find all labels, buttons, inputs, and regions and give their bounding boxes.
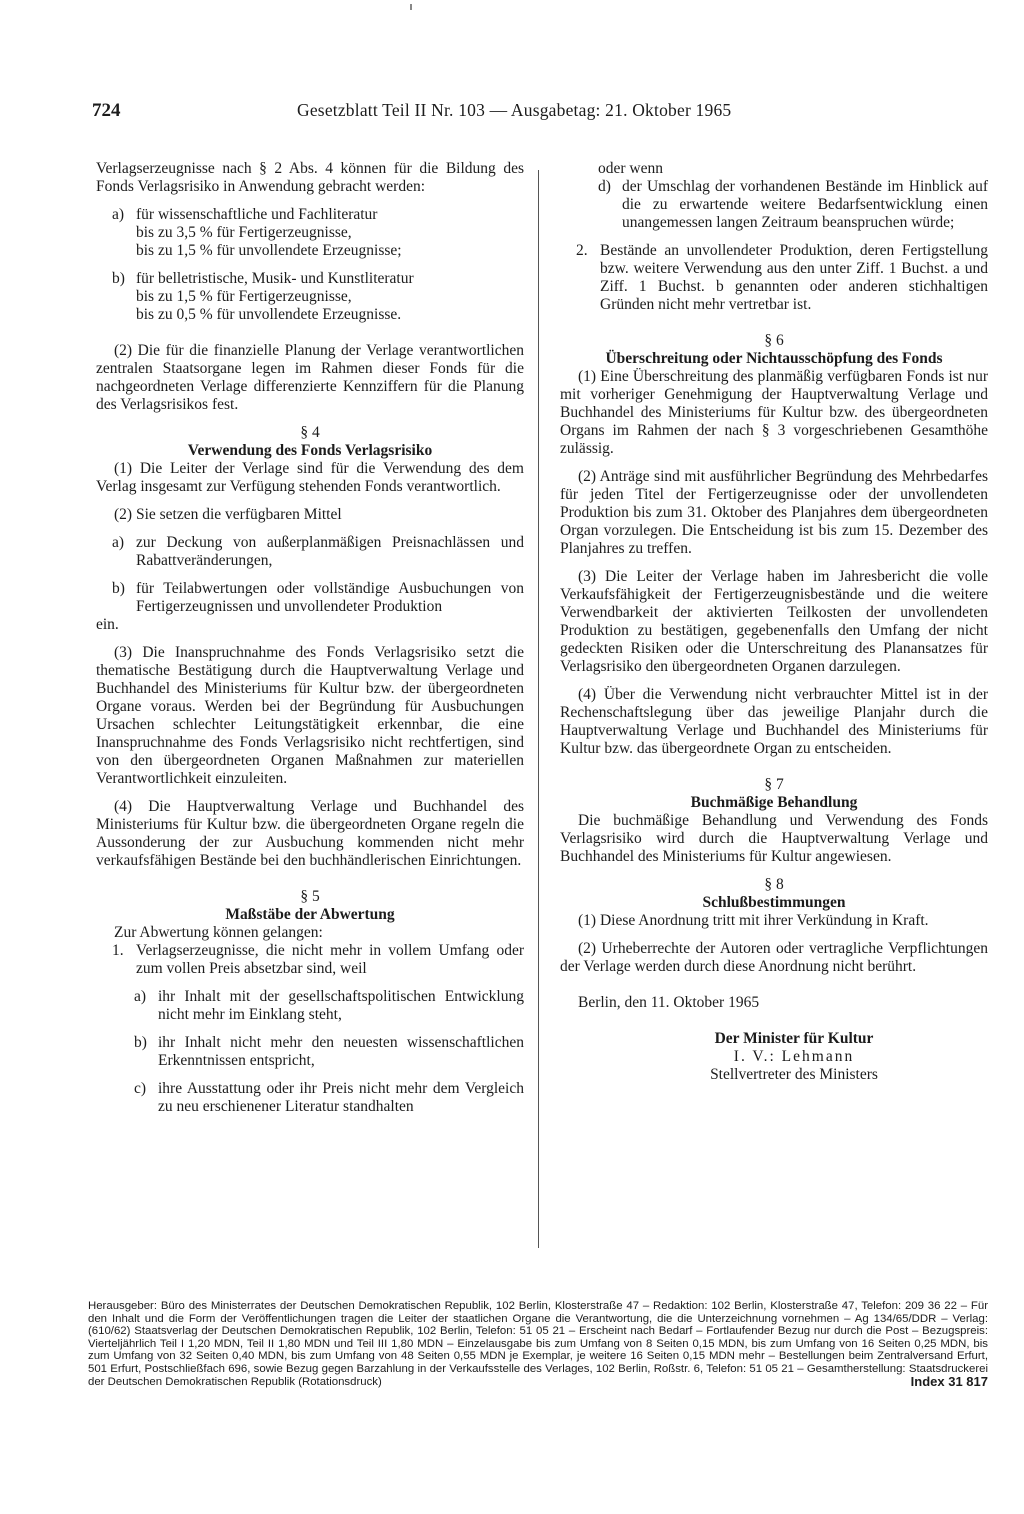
section-title: Überschreitung oder Nichtausschöpfung des Fonds — [605, 350, 943, 367]
list-label: d) — [598, 178, 611, 195]
list-label: c) — [134, 1080, 147, 1097]
list-item — [112, 270, 524, 288]
section-number: § 7 — [764, 776, 784, 793]
left-column — [96, 160, 524, 1116]
imprint-text: Herausgeber: Büro des Ministerrates der Deutschen Demokratischen Republik, 102 Berlin, Klosterstraße 47 – Redaktion: 102 Berlin, Klosterstraße 47, Telefon: 209 36 22 – Für den Inhalt und die Form der Veröffentlichungen tragen die Leiter der staatlichen Organe die Verantwortung, die die Unterzeichnung vornehmen – Ag 134/65/DDR – Verlag: (610/62) Staatsverlag der Deutschen Demokratischen Republik, 102 Berlin, Telefon: 51 05 21 – Erscheint nach Bedarf – Fortlaufender Bezug nur durch die Post – Bezugspreis: Vierteljährlich Teil I 1,20 MDN, Teil II 1,80 MDN und Teil III 1,80 MDN – Einzelausgabe bis zum Umfang von 8 Seiten 0,15 MDN, bis zum Umfang von 16 Seiten 0,25 MDN, bis zum Umfang von 32 Seiten 0,40 MDN, bis zum Umfang von 48 Seiten 0,55 MDN je Exemplar, je weitere 16 Seiten 0,15 MDN mehr – Bestellungen beim Zentralversand Erfurt, 501 Erfurt, Postschließfach 696, sowie Bezug gegen Barzahlung in der Verkaufsstelle des Verlages, 102 Berlin, Roßstr. 6, Telefon: 51 05 21 – Gesamtherstellung: Staatsdruckerei der Deutschen Demokratischen Republik (Rotationsdruck) — [88, 1300, 988, 1388]
list-text: für wissenschaftliche und Fachliteratur — [136, 206, 378, 223]
paragraph: (1) Eine Überschreitung des planmäßig verfügbaren Fonds ist nur mit vorheriger Genehmigung der Hauptverwaltung Verlage und Buchhandel des Ministeriums für Kultur bzw. des übergeordneten Organs im Rahmen der nach § 3 vorgeschriebenen Gesamthöhe zulässig. — [560, 368, 988, 457]
paragraph: (2) Urheberrechte der Autoren oder vertragliche Verpflichtungen der Verlage werden durch diese Anordnung nicht berührt. — [560, 940, 988, 975]
paragraph: (2) Die für die finanzielle Planung der Verlage verantwortlichen zentralen Staatsorgane legen im Rahmen dieser Fonds für die nachgeordneten Verlage differenzierte Kennziffern für die Planung des Verlagsrisikos fest. — [96, 342, 524, 413]
section-number: § 4 — [300, 424, 320, 441]
list-label: a) — [134, 988, 147, 1005]
signer-title: Der Minister für Kultur — [714, 1030, 874, 1047]
running-header — [92, 100, 900, 126]
paragraph: Zur Abwertung können gelangen: — [114, 924, 323, 941]
section-title: Maßstäbe der Abwertung — [225, 906, 395, 923]
list-item — [112, 206, 524, 224]
continuation-text: oder wenn — [598, 160, 663, 177]
rate-line: bis zu 1,5 % für Fertigerzeugnisse, — [136, 288, 352, 305]
gazette-title: Gesetzblatt Teil II Nr. 103 — Ausgabetag: 21. Oktober 1965 — [297, 100, 732, 120]
list-item — [598, 178, 988, 232]
section-title: Verwendung des Fonds Verlagsrisiko — [187, 442, 433, 459]
scan-mark — [410, 4, 412, 10]
list-text: ihr Inhalt mit der gesellschaftspolitischen Entwicklung nicht mehr im Einklang steht, — [158, 988, 524, 1023]
place-date: Berlin, den 11. Oktober 1965 — [578, 994, 760, 1011]
list-item — [112, 942, 524, 978]
paragraph: Verlagserzeugnisse nach § 2 Abs. 4 können für die Bildung des Fonds Verlagsrisiko in Anwendung gebracht werden: — [96, 160, 524, 195]
list-text: Bestände an unvollendeter Produktion, deren Fertigstellung bzw. weitere Verwendung aus den unter Ziff. 1 Buchst. a und Ziff. 1 Buchst. b genannten oder anderen stichhaltigen Gründen nicht mehr vertretbar ist. — [600, 242, 988, 313]
imprint-footer — [88, 1300, 988, 1388]
section-number: § 8 — [764, 876, 784, 893]
list-item — [112, 580, 524, 616]
page-number: 724 — [92, 100, 121, 121]
list-label: 2. — [576, 242, 588, 259]
list-text: ihr Inhalt nicht mehr den neuesten wissenschaftlichen Erkenntnissen entspricht, — [158, 1034, 524, 1069]
list-item — [134, 1034, 524, 1070]
paragraph: (1) Die Leiter der Verlage sind für die Verwendung des dem Verlag insgesamt zur Verfügung stehenden Fonds verantwortlich. — [96, 460, 524, 495]
paragraph: (1) Diese Anordnung tritt mit ihrer Verkündung in Kraft. — [578, 912, 929, 929]
paragraph: (4) Die Hauptverwaltung Verlage und Buchhandel des Ministeriums für Kultur bzw. die übergeordneten Organe regeln die Aussonderung der zur Ausbuchung kommenden nicht mehr verkaufsfähigen Bestände bei den buchhändlerischen Einrichtungen. — [96, 798, 524, 869]
signer-role: Stellvertreter des Ministers — [710, 1066, 878, 1083]
list-text: der Umschlag der vorhandenen Bestände im Hinblick auf die zu erwartende weitere Bedarfsentwicklung einen unangemessen langen Zeitraum beanspruchen würde; — [622, 178, 988, 231]
list-label: b) — [134, 1034, 147, 1051]
paragraph: (3) Die Inanspruchnahme des Fonds Verlagsrisiko setzt die thematische Bestätigung durch die Hauptverwaltung Verlage und Buchhandel des Ministeriums für Kultur bzw. der übergeordneten Organe voraus. Werden bei der Begründung für Ausbuchungen Ursachen schlechter Leitungstätigkeit erkennbar, die eine Inanspruchnahme des Fonds Verlagsrisiko nicht rechtfertigen, sind von den übergeordneten Organen Maßnahmen zur materiellen Verantwortlichkeit einzuleiten. — [96, 644, 524, 787]
column-divider — [538, 170, 539, 1248]
signer-name: I. V.: Lehmann — [733, 1048, 855, 1065]
paragraph: (2) Anträge sind mit ausführlicher Begründung des Mehrbedarfes für jeden Titel der Fertigerzeugnisse oder der unvollendeten Produktion bis zum 31. Oktober des Planjahres dem übergeordneten Organ vorzulegen. Die Entscheidung ist bis zum 15. Dezember des Planjahres zu treffen. — [560, 468, 988, 557]
list-text: ihre Ausstattung oder ihr Preis nicht mehr dem Vergleich zu neu erschienener Literatur standhalten — [158, 1080, 524, 1115]
list-label: 1. — [112, 942, 124, 959]
list-label: a) — [112, 206, 125, 223]
list-item — [112, 534, 524, 570]
section-number: § 5 — [300, 888, 320, 905]
list-label: b) — [112, 580, 125, 597]
list-item — [134, 988, 524, 1024]
paragraph: (2) Sie setzen die verfügbaren Mittel — [114, 506, 342, 523]
rate-line: bis zu 1,5 % für unvollendete Erzeugnisse; — [136, 242, 402, 259]
right-column — [560, 160, 988, 1084]
list-text: Verlagserzeugnisse, die nicht mehr in vollem Umfang oder zum vollen Preis absetzbar sind, weil — [136, 942, 524, 977]
list-item — [576, 242, 988, 314]
section-title: Schlußbestimmungen — [702, 894, 846, 911]
paragraph: (4) Über die Verwendung nicht verbrauchter Mittel ist in der Rechenschaftslegung über das jeweilige Planjahr durch die Hauptverwaltung Verlage und Buchhandel des Ministeriums für Kultur bzw. das übergeordnete Organ zu entscheiden. — [560, 686, 988, 757]
rate-line: bis zu 0,5 % für unvollendete Erzeugnisse. — [136, 306, 402, 323]
section-title: Buchmäßige Behandlung — [690, 794, 858, 811]
list-label: a) — [112, 534, 125, 551]
paragraph: (3) Die Leiter der Verlage haben im Jahresbericht die volle Verkaufsfähigkeit der Fertigerzeugnisbestände und die weitere Verwendbarkeit der aktivierten Teilkosten der unvollendeten Produktion zu bestätigen, gegebenenfalls den Umfang der nicht gedeckten Risiken oder die Unterschreitung des Planansatzes für Verlagsrisiko den übergeordneten Organen darzulegen. — [560, 568, 988, 675]
list-text: für Teilabwertungen oder vollständige Ausbuchungen von Fertigerzeugnissen und unvollendeter Produktion — [136, 580, 524, 615]
list-text: für belletristische, Musik- und Kunstliteratur — [136, 270, 414, 287]
rate-line: bis zu 3,5 % für Fertigerzeugnisse, — [136, 224, 352, 241]
list-label: b) — [112, 270, 125, 287]
index-number: Index 31 817 — [910, 1373, 988, 1389]
list-text: zur Deckung von außerplanmäßigen Preisnachlässen und Rabattveränderungen, — [136, 534, 524, 569]
paragraph: Die buchmäßige Behandlung und Verwendung des Fonds Verlagsrisiko wird durch die Hauptverwaltung Verlage und Buchhandel des Ministeriums für Kultur angewiesen. — [560, 812, 988, 865]
list-item — [134, 1080, 524, 1116]
paragraph: ein. — [96, 616, 119, 633]
section-number: § 6 — [764, 332, 784, 349]
